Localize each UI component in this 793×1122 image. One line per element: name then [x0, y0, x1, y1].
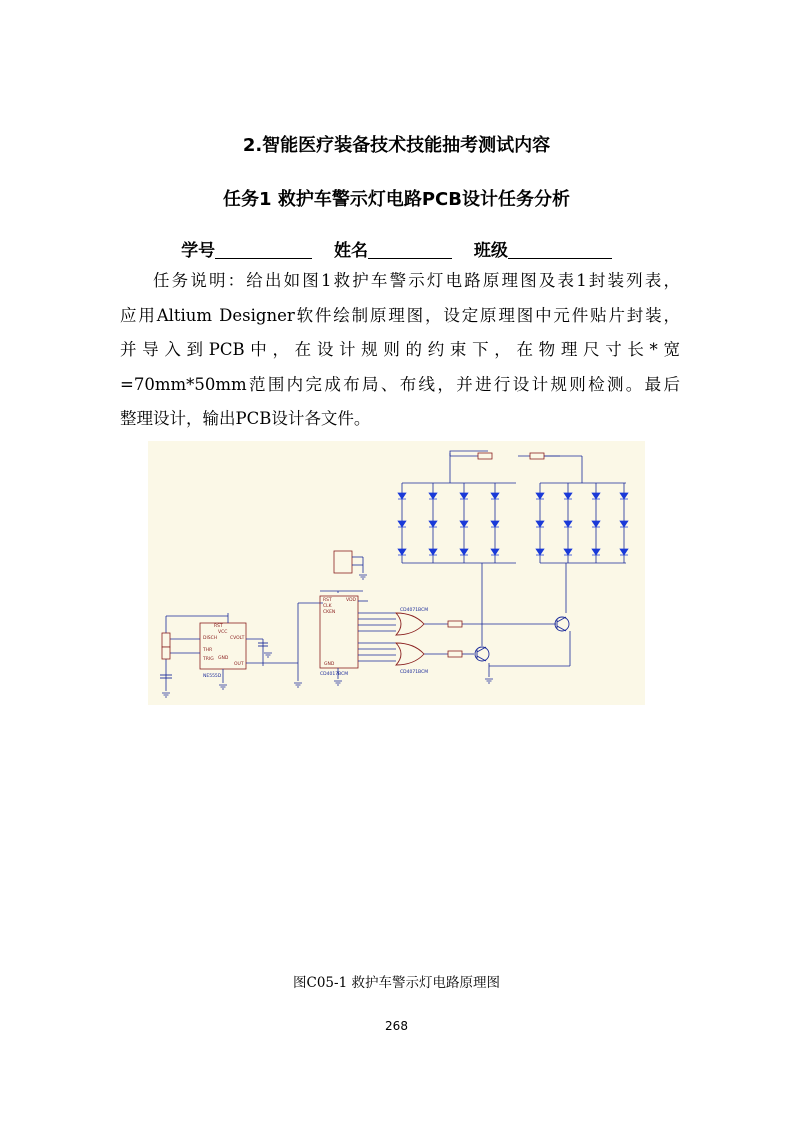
led-symbol — [460, 549, 468, 555]
led-matrix — [398, 493, 628, 555]
led-symbol — [460, 521, 468, 527]
student-class-blank — [508, 240, 612, 259]
led-symbol — [398, 493, 406, 499]
pin-label-counter: CKEN — [323, 610, 336, 615]
description-line: 并导入到PCB中，在设计规则的约束下，在物理尺寸长*宽 — [120, 340, 680, 359]
led-symbol — [620, 549, 628, 555]
led-symbol — [398, 549, 406, 555]
transistors — [475, 617, 569, 661]
pin-label-555: GND — [218, 656, 229, 661]
description-line: 应用Altium Designer软件绘制原理图，设定原理图中元件贴片封装， — [120, 305, 680, 325]
led-symbol — [564, 521, 572, 527]
led-symbol — [592, 521, 600, 527]
led-symbol — [536, 549, 544, 555]
led-symbol — [592, 493, 600, 499]
pin-label-counter: RST — [323, 598, 332, 603]
student-id-label: 学号 — [181, 241, 216, 261]
schematic-drawing — [148, 441, 645, 705]
section-title: 2.智能医疗装备技术技能抽考测试内容 — [242, 135, 551, 156]
led-symbol — [536, 521, 544, 527]
ground-symbol — [264, 653, 272, 657]
student-name-label: 姓名 — [334, 241, 368, 261]
description-line: =70mm*50mm范围内完成布局、布线，并进行设计规则检测。最后 — [120, 374, 680, 394]
task-title: 任务1 救护车警示灯电路PCB设计任务分析 — [223, 189, 570, 210]
page-number: 268 — [385, 1019, 408, 1033]
student-id-blank — [215, 240, 312, 259]
pin-label-counter: GND — [324, 662, 335, 667]
pin-label-555: THR — [203, 648, 213, 653]
description-line: 任务说明：给出如图1救护车警示灯电路原理图及表1封装列表， — [153, 271, 680, 290]
pin-label-555: DISCH — [203, 636, 218, 641]
student-class-label: 班级 — [473, 241, 508, 261]
pin-label-555: CVOLT — [230, 636, 245, 641]
student-info-line — [0, 236, 793, 261]
gate-a-label: CD4071BCM — [400, 608, 429, 613]
led-symbol — [491, 493, 499, 499]
schematic-wires — [166, 451, 626, 691]
schematic-labels — [202, 597, 428, 679]
pin-label-555: VCC — [218, 630, 228, 635]
led-symbol — [429, 549, 437, 555]
gate-b-label: CD4071BCM — [400, 670, 429, 675]
led-symbol — [564, 493, 572, 499]
led-symbol — [536, 493, 544, 499]
chip-555-label: NE555D — [203, 674, 222, 679]
ground-symbol — [334, 681, 342, 685]
task-description — [120, 264, 680, 437]
led-symbol — [429, 521, 437, 527]
pin-label-555: TRIG — [203, 657, 214, 662]
capacitors — [160, 643, 268, 678]
pin-label-counter: CLK — [323, 604, 332, 609]
chip-counter-label: CD4017BCM — [320, 672, 349, 677]
led-symbol — [592, 549, 600, 555]
or-gates — [396, 613, 424, 665]
figure-caption: 图C05-1 救护车警示灯电路原理图 — [293, 975, 500, 991]
ground-symbol — [219, 685, 227, 689]
led-symbol — [429, 493, 437, 499]
pin-label-555: OUT — [234, 662, 244, 667]
led-symbol — [491, 521, 499, 527]
led-symbol — [620, 493, 628, 499]
pin-label-counter: VDD — [346, 598, 357, 603]
student-name-blank — [368, 240, 452, 259]
circuit-schematic — [148, 441, 645, 705]
ground-symbol — [162, 693, 170, 697]
description-line: 整理设计，输出PCB设计各文件。 — [120, 409, 371, 428]
ground-symbol — [359, 575, 367, 579]
led-symbol — [564, 549, 572, 555]
ground-symbol — [294, 683, 302, 687]
led-symbol — [398, 521, 406, 527]
led-symbol — [460, 493, 468, 499]
pin-label-555: RST — [214, 624, 223, 629]
led-symbol — [491, 549, 499, 555]
ground-symbol — [485, 679, 493, 683]
led-symbol — [620, 521, 628, 527]
